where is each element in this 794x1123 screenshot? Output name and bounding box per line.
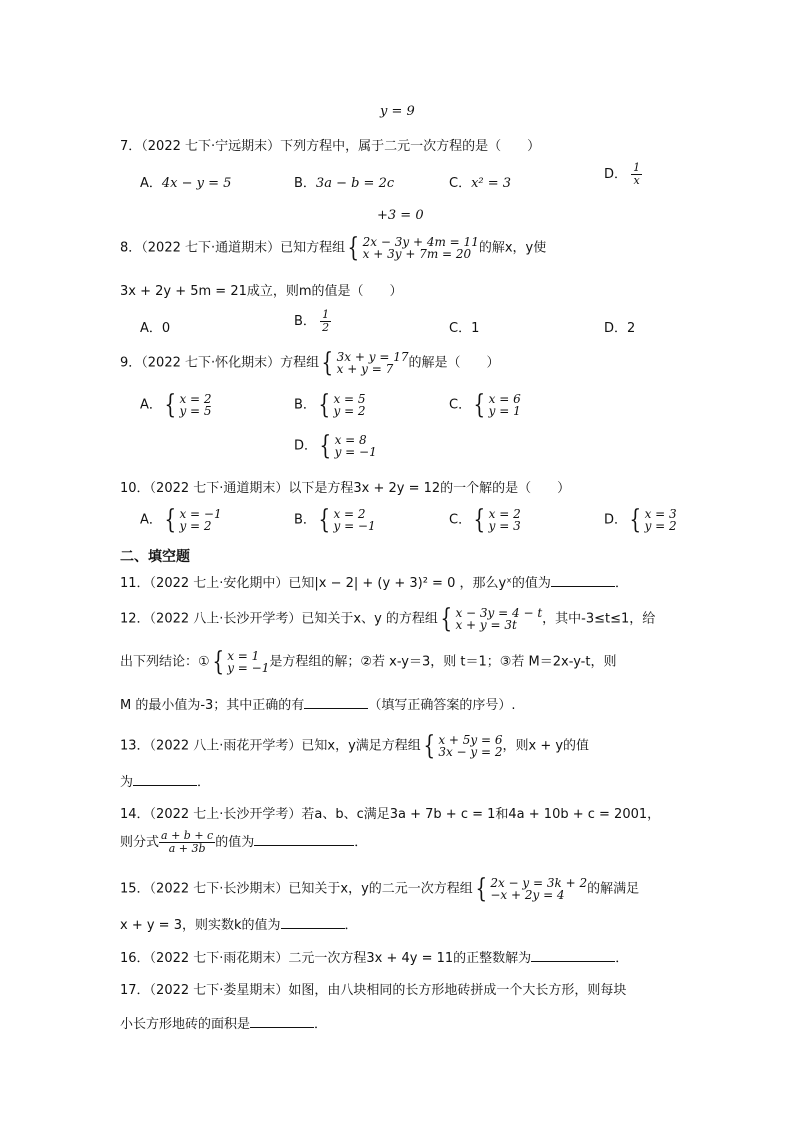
- q7-d-fraction: $\frac{1}{x}$: [633, 161, 641, 187]
- q7-option-b[interactable]: B．3a − b = 2c: [294, 176, 395, 191]
- q15-line2: x + y = 3，则实数k的值为 ．: [120, 918, 358, 933]
- q12-system: { x − 3y = 4 − t x + y = 3t: [440, 604, 543, 634]
- q10-option-a[interactable]: A． { x = −1 y = 2: [140, 505, 222, 535]
- q17-answer-blank[interactable]: [250, 1026, 314, 1028]
- q13-system: { x + 5y = 6 3x − y = 2: [423, 731, 503, 761]
- q9-option-c[interactable]: C． { x = 6 y = 1: [449, 390, 521, 420]
- q13-answer-blank[interactable]: [133, 784, 197, 786]
- q8-option-c[interactable]: C．1: [449, 321, 480, 336]
- q13-line2: 为 ．: [120, 775, 211, 790]
- q12-line1: 12．（2022 八上·长沙开学考）已知关于x、y 的方程组 { x − 3y = 4 − t x + y = 3t ，其中-3≤t≤1，给: [120, 604, 656, 634]
- q11: 11．（2022 七上·安化期中）已知|x − 2| + (y + 3)² = 0 ，那么yˣ的值为 ．: [120, 576, 628, 591]
- q17-line1: 17．（2022 七下·娄星期末）如图，由八块相同的长方形地砖拼成一个大长方形，则每块: [120, 983, 627, 998]
- q8-option-b[interactable]: B． $\frac{1}{2}$: [294, 308, 330, 334]
- q14-fraction: $\frac{a + b + c}{a + 3b}$: [161, 829, 214, 855]
- q7-option-a[interactable]: A．4x − y = 5: [140, 176, 232, 191]
- q15-system: { 2x − y = 3k + 2 −x + 2y = 4: [475, 874, 588, 904]
- section-heading-fill-in: 二、填空题: [120, 549, 190, 565]
- q9-system: { 3x + y = 17 x + y = 7: [321, 348, 409, 378]
- q8-option-a[interactable]: A．0: [140, 321, 171, 336]
- q10-option-c[interactable]: C． { x = 2 y = 3: [449, 505, 521, 535]
- q13-line1: 13．（2022 八上·雨花开学考）已知x，y满足方程组 { x + 5y = 6 3x − y = 2 ，则x + y的值: [120, 731, 590, 761]
- q9-option-d[interactable]: D． { x = 8 y = −1: [294, 431, 377, 461]
- q7-option-d[interactable]: D． $\frac{1}{x}$: [604, 161, 641, 187]
- q16-answer-blank[interactable]: [531, 960, 615, 962]
- q8-option-d[interactable]: D．2: [604, 321, 636, 336]
- q14-line2: 则分式 $\frac{a + b + c}{a + 3b}$ 的值为 ．: [120, 829, 368, 855]
- q12-line3: M 的最小值为-3；其中正确的有 （填写正确答案的序号）.: [120, 698, 516, 713]
- q10-option-b[interactable]: B． { x = 2 y = −1: [294, 505, 376, 535]
- q15-answer-blank[interactable]: [281, 927, 345, 929]
- q6-tail: y = 9: [380, 104, 415, 119]
- q14-line1: 14．（2022 七上·长沙开学考）若a、b、c满足3a + 7b + c = 1和4a + 10b + c = 2001，: [120, 807, 661, 822]
- q8-b-fraction: $\frac{1}{2}$: [322, 308, 330, 334]
- q14-answer-blank[interactable]: [254, 844, 354, 846]
- q16: 16．（2022 七下·雨花期末）二元一次方程3x + 4y = 11的正整数解为 ．: [120, 951, 629, 966]
- q9-option-a[interactable]: A． { x = 2 y = 5: [140, 390, 212, 420]
- q7-d-tail: +3 = 0: [377, 208, 424, 223]
- q9-stem: 9．（2022 七下·怀化期末）方程组 { 3x + y = 17 x + y = 7 的解是（ ）: [120, 348, 500, 378]
- q7-stem: 7．（2022 七下·宁远期末）下列方程中，属于二元一次方程的是（ ）: [120, 139, 541, 154]
- q8-stem: 8．（2022 七下·通道期末）已知方程组 { 2x − 3y + 4m = 11 x + 3y + 7m = 20 的解x，y使: [120, 233, 547, 263]
- q9-option-b[interactable]: B． { x = 5 y = 2: [294, 390, 366, 420]
- q12-solution: { x = 1 y = −1: [212, 647, 270, 677]
- q7-option-c[interactable]: C．x² = 3: [449, 176, 512, 191]
- q8-system: { 2x − 3y + 4m = 11 x + 3y + 7m = 20: [347, 233, 479, 263]
- q10-stem: 10．（2022 七下·通道期末）以下是方程3x + 2y = 12的一个解的是（ ）: [120, 481, 571, 496]
- q8-line2: 3x + 2y + 5m = 21成立，则m的值是（ ）: [120, 284, 403, 299]
- q12-answer-blank[interactable]: [304, 707, 368, 709]
- q12-line2: 出下列结论：① { x = 1 y = −1 是方程组的解；②若 x-y＝3，则 t＝1；③若 M＝2x-y-t，则: [120, 647, 617, 677]
- q17-line2: 小长方形地砖的面积是 ．: [120, 1017, 328, 1032]
- q11-answer-blank[interactable]: [551, 585, 615, 587]
- q15-line1: 15．（2022 七下·长沙期末）已知关于x，y的二元一次方程组 { 2x − y = 3k + 2 −x + 2y = 4 的解满足: [120, 874, 640, 904]
- q10-option-d[interactable]: D． { x = 3 y = 2: [604, 505, 677, 535]
